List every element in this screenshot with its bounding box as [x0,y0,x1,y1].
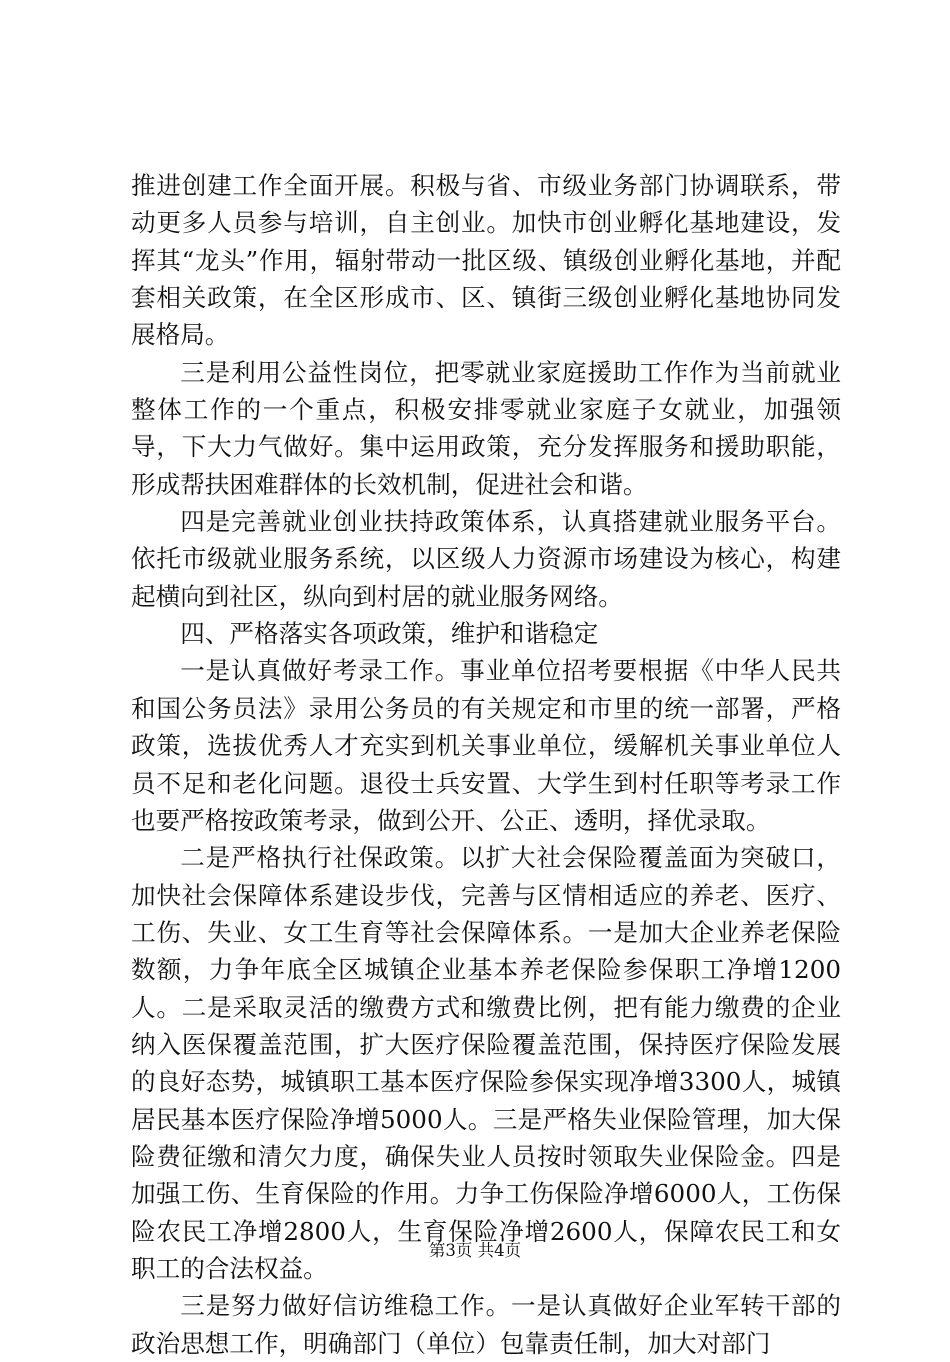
page-footer [0,1240,950,1262]
document-body [131,167,841,1362]
paragraph-3: 四是完善就业创业扶持政策体系，认真搭建就业服务平台。依托市级就业服务系统，以区级人力资源市场建设为核心，构建起横向到社区，纵向到村居的就业服务网络。 [131,507,841,611]
paragraph-2: 三是利用公益性岗位，把零就业家庭援助工作作为当前就业整体工作的一个重点，积极安排零就业家庭子女就业，加强领导，下大力气做好。集中运用政策，充分发挥服务和援助职能，形成帮扶困难群体的长效机制，促进社会和谐。 [131,357,841,499]
paragraph-6: 二是严格执行社保政策。以扩大社会保险覆盖面为突破口，加快社会保障体系建设步伐，完善与区情相适应的养老、医疗、工伤、失业、女工生育等社会保障体系。一是加大企业养老保险数额，力争年底全区城镇企业基本养老保险参保职工净增1200人。二是采取灵活的缴费方式和缴费比例，把有能力缴费的企业纳入医保覆盖范围，扩大医疗保险覆盖范围，保持医疗保险发展的良好态势，城镇职工基本医疗保险参保实现净增3300人，城镇居民基本医疗保险净增5000人。三是严格失业保险管理，加大保险费征缴和清欠力度，确保失业人员按时领取失业保险金。四是加强工伤、生育保险的作用。力争工伤保险净增6000人，工伤保险农民工净增2800人，生育保险净增2600人，保障农民工和女职工的合法权益。 [131,843,841,1283]
paragraph-7: 三是努力做好信访维稳工作。一是认真做好企业军转干部的政治思想工作，明确部门（单位）包靠责任制，加大对部门 [131,1291,841,1358]
section-heading: 四、严格落实各项政策，维护和谐稳定 [180,619,599,649]
paragraph-5: 一是认真做好考录工作。事业单位招考要根据《中华人民共和国公务员法》录用公务员的有关规定和市里的统一部署，严格政策，选拔优秀人才充实到机关事业单位，缓解机关事业单位人员不足和老化问题。退役士兵安置、大学生到村任职等考录工作也要严格按政策考录，做到公开、公正、透明，择优录取。 [131,656,841,835]
paragraph-1: 推进创建工作全面开展。积极与省、市级业务部门协调联系，带动更多人员参与培训，自主创业。加快市创业孵化基地建设，发挥其“龙头”作用，辐射带动一批区级、镇级创业孵化基地，并配套相关政策，在全区形成市、区、镇街三级创业孵化基地协同发展格局。 [131,171,841,350]
page-number-label: 第3页 共4页 [428,1241,522,1260]
